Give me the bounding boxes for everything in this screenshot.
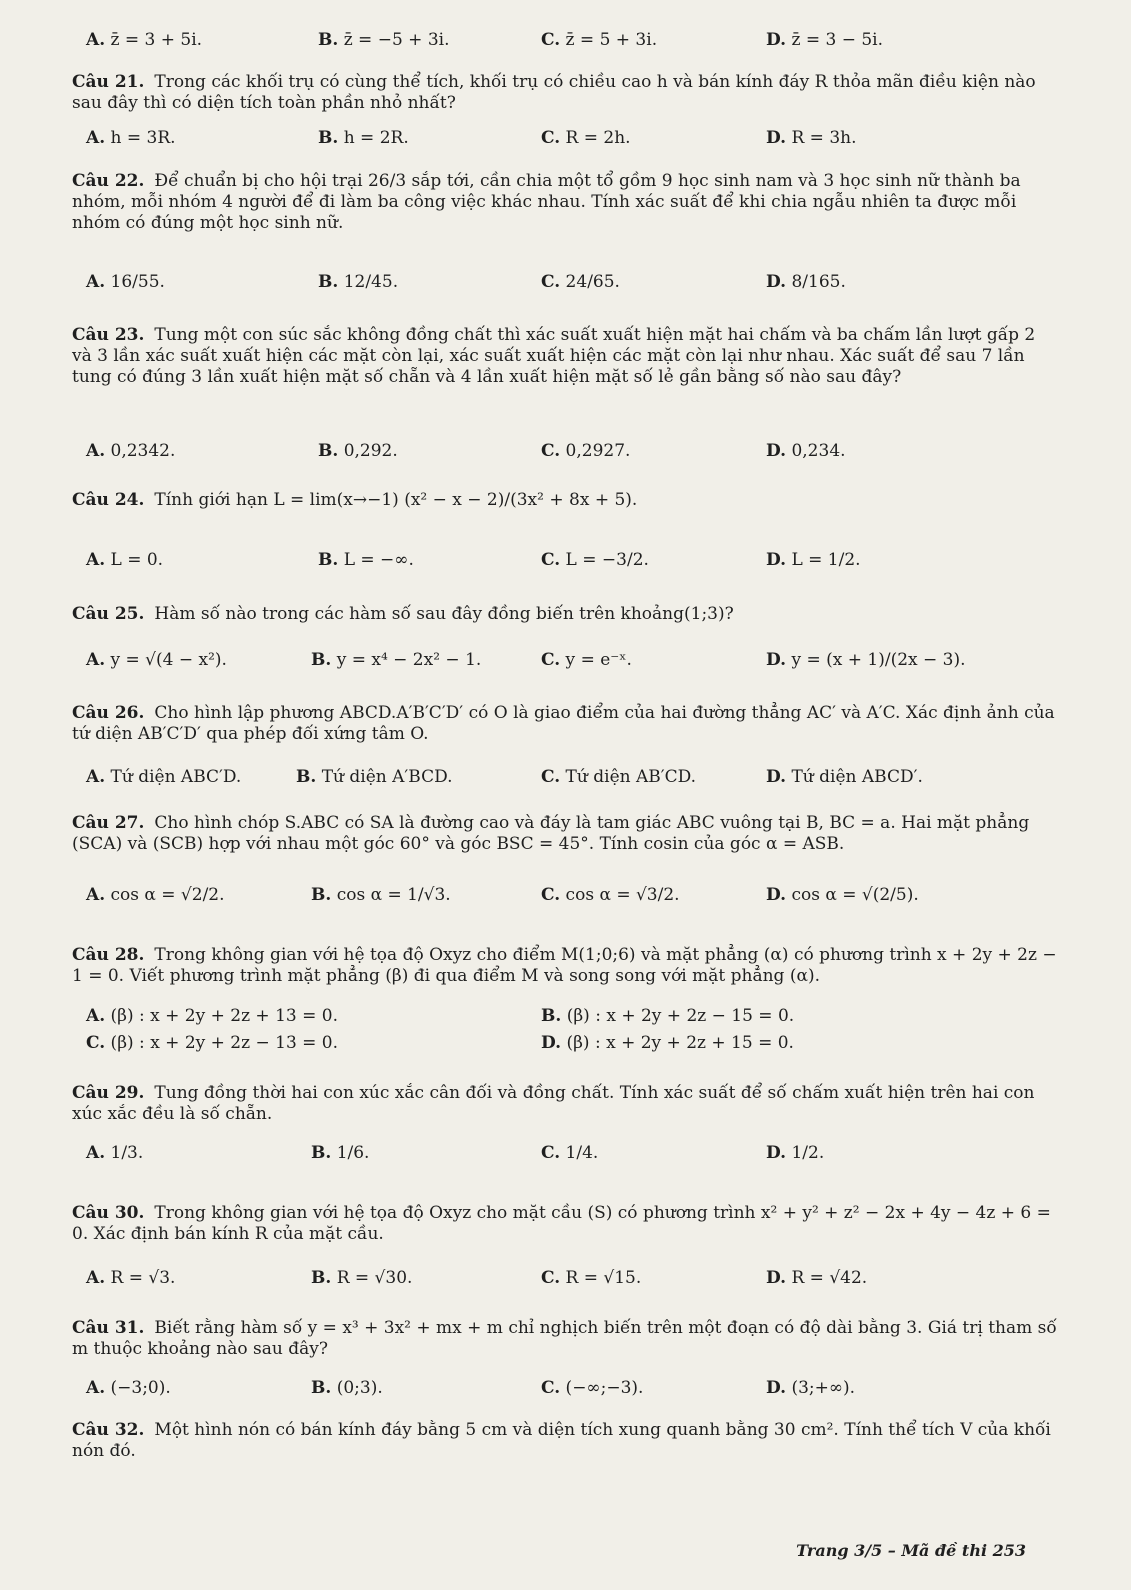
q25-option-d: D. y = (x + 1)/(2x − 3). — [766, 650, 966, 670]
q21-text: Trong các khối trụ có cùng thể tích, khối trụ có chiều cao h và bán kính đáy R thỏa mãn điều kiện nào sau đây thì có diện tích toàn phần nhỏ nhất? — [72, 72, 1036, 113]
q22-number: Câu 22. — [72, 171, 145, 191]
q31-option-c: C. (−∞;−3). — [541, 1378, 644, 1398]
q24-option-a: A. L = 0. — [86, 550, 164, 570]
q25-options — [86, 650, 1046, 674]
q28-option-a: A. (β) : x + 2y + 2z + 13 = 0. — [86, 1006, 338, 1026]
q26-text: Cho hình lập phương ABCD.A′B′C′D′ có O là giao điểm của hai đường thẳng AC′ và A′C. Xác định ảnh của tứ diện AB′C′D′ qua phép đối xứng tâm O. — [72, 703, 1055, 744]
q30-option-c: C. R = √15. — [541, 1268, 642, 1288]
q25-option-a: A. y = √(4 − x²). — [86, 650, 227, 670]
question-29 — [72, 1083, 1057, 1125]
question-31 — [72, 1318, 1057, 1360]
q27-option-a: A. cos α = √2/2. — [86, 885, 225, 905]
q29-options — [86, 1143, 1046, 1167]
question-21 — [72, 72, 1057, 114]
page-footer: Trang 3/5 – Mã đề thi 253 — [796, 1541, 1026, 1560]
q22-option-a: A. 16/55. — [86, 272, 165, 292]
q24-option-b: B. L = −∞. — [318, 550, 414, 570]
q25-number: Câu 25. — [72, 604, 145, 624]
q28-number: Câu 28. — [72, 945, 145, 965]
q28-options-row1 — [86, 1006, 1046, 1030]
q24-options — [86, 550, 1046, 574]
question-23 — [72, 325, 1057, 388]
q20-option-a: A. z̄ = 3 + 5i. — [86, 30, 203, 50]
q23-option-b: B. 0,292. — [318, 441, 398, 461]
question-32 — [72, 1420, 1057, 1462]
q20-option-d: D. z̄ = 3 − 5i. — [766, 30, 883, 50]
q22-option-c: C. 24/65. — [541, 272, 620, 292]
q25-option-c: C. y = e⁻ˣ. — [541, 650, 632, 670]
question-30 — [72, 1203, 1057, 1245]
q24-number: Câu 24. — [72, 490, 145, 510]
q27-options — [86, 885, 1046, 909]
q22-option-d: D. 8/165. — [766, 272, 846, 292]
q23-option-d: D. 0,234. — [766, 441, 846, 461]
q29-option-c: C. 1/4. — [541, 1143, 599, 1163]
q25-text: Hàm số nào trong các hàm số sau đây đồng biến trên khoảng(1;3)? — [154, 604, 734, 624]
q26-option-a: A. Tứ diện ABC′D. — [86, 767, 242, 787]
q23-option-a: A. 0,2342. — [86, 441, 176, 461]
q24-option-c: C. L = −3/2. — [541, 550, 649, 570]
q24-option-d: D. L = 1/2. — [766, 550, 861, 570]
q21-option-d: D. R = 3h. — [766, 128, 857, 148]
q28-option-b: B. (β) : x + 2y + 2z − 15 = 0. — [541, 1006, 795, 1026]
q28-option-c: C. (β) : x + 2y + 2z − 13 = 0. — [86, 1033, 339, 1053]
q30-option-d: D. R = √42. — [766, 1268, 868, 1288]
q22-text: Để chuẩn bị cho hội trại 26/3 sắp tới, cần chia một tổ gồm 9 học sinh nam và 3 học sinh nữ thành ba nhóm, mỗi nhóm 4 người để đi làm ba công việc khác nhau. Tính xác suất để khi chia ngẫu nhiên ta được mỗi nhóm có đúng một học sinh nữ. — [72, 171, 1021, 233]
q27-text: Cho hình chóp S.ABC có SA là đường cao và đáy là tam giác ABC vuông tại B, BC = a. Hai mặt phẳng (SCA) và (SCB) hợp với nhau một góc 60° và góc BSC = 45°. Tính cosin của góc α = ASB. — [72, 813, 1030, 854]
q22-option-b: B. 12/45. — [318, 272, 399, 292]
q21-option-c: C. R = 2h. — [541, 128, 631, 148]
q28-text: Trong không gian với hệ tọa độ Oxyz cho điểm M(1;0;6) và mặt phẳng (α) có phương trình x + 2y + 2z − 1 = 0. Viết phương trình mặt phẳng (β) đi qua điểm M và song song với mặt phẳng (α). — [72, 945, 1057, 986]
q20-option-b: B. z̄ = −5 + 3i. — [318, 30, 450, 50]
q20-options — [86, 30, 1046, 54]
q27-option-c: C. cos α = √3/2. — [541, 885, 680, 905]
q29-option-a: A. 1/3. — [86, 1143, 144, 1163]
q26-number: Câu 26. — [72, 703, 145, 723]
q23-number: Câu 23. — [72, 325, 145, 345]
q21-option-b: B. h = 2R. — [318, 128, 409, 148]
q29-text: Tung đồng thời hai con xúc xắc cân đối và đồng chất. Tính xác suất để số chấm xuất hiện trên hai con xúc xắc đều là số chẵn. — [72, 1083, 1035, 1124]
q23-option-c: C. 0,2927. — [541, 441, 631, 461]
q31-option-b: B. (0;3). — [311, 1378, 383, 1398]
q30-option-a: A. R = √3. — [86, 1268, 176, 1288]
q26-option-c: C. Tứ diện AB′CD. — [541, 767, 697, 787]
q24-text: Tính giới hạn L = lim(x→−1) (x² − x − 2)/(3x² + 8x + 5). — [154, 490, 638, 510]
q26-options — [86, 767, 1046, 791]
q21-number: Câu 21. — [72, 72, 145, 92]
q32-text: Một hình nón có bán kính đáy bằng 5 cm và diện tích xung quanh bằng 30 cm². Tính thể tích V của khối nón đó. — [72, 1420, 1051, 1461]
q30-number: Câu 30. — [72, 1203, 145, 1223]
q31-number: Câu 31. — [72, 1318, 145, 1338]
q29-option-b: B. 1/6. — [311, 1143, 370, 1163]
q29-option-d: D. 1/2. — [766, 1143, 825, 1163]
question-24 — [72, 490, 1057, 511]
q21-options — [86, 128, 1046, 152]
q31-option-a: A. (−3;0). — [86, 1378, 171, 1398]
q26-option-b: B. Tứ diện A′BCD. — [296, 767, 453, 787]
q27-option-d: D. cos α = √(2/5). — [766, 885, 919, 905]
q26-option-d: D. Tứ diện ABCD′. — [766, 767, 923, 787]
question-28 — [72, 945, 1057, 987]
q30-option-b: B. R = √30. — [311, 1268, 413, 1288]
q25-option-b: B. y = x⁴ − 2x² − 1. — [311, 650, 482, 670]
q28-option-d: D. (β) : x + 2y + 2z + 15 = 0. — [541, 1033, 794, 1053]
q28-options-row2 — [86, 1033, 1046, 1057]
q27-option-b: B. cos α = 1/√3. — [311, 885, 451, 905]
q20-option-c: C. z̄ = 5 + 3i. — [541, 30, 658, 50]
q27-number: Câu 27. — [72, 813, 145, 833]
q23-options — [86, 441, 1046, 465]
question-27 — [72, 813, 1057, 855]
q23-text: Tung một con súc sắc không đồng chất thì xác suất xuất hiện mặt hai chấm và ba chấm lần lượt gấp 2 và 3 lần xác suất xuất hiện các mặt còn lại, xác suất xuất hiện các mặt còn lại như nhau. Xác suất để sau 7 lần tung có đúng 3 lần xuất hiện mặt số chẵn và 4 lần xuất hiện mặt số lẻ gần bằng số nào sau đây? — [72, 325, 1036, 387]
q31-text: Biết rằng hàm số y = x³ + 3x² + mx + m chỉ nghịch biến trên một đoạn có độ dài bằng 3. Giá trị tham số m thuộc khoảng nào sau đây? — [72, 1318, 1057, 1359]
q31-option-d: D. (3;+∞). — [766, 1378, 856, 1398]
q31-options — [86, 1378, 1046, 1402]
question-22 — [72, 171, 1057, 234]
question-25 — [72, 604, 1057, 625]
q32-number: Câu 32. — [72, 1420, 145, 1440]
q22-options — [86, 272, 1046, 296]
q30-text: Trong không gian với hệ tọa độ Oxyz cho mặt cầu (S) có phương trình x² + y² + z² − 2x + 4y − 4z + 6 = 0. Xác định bán kính R của mặt cầu. — [72, 1203, 1051, 1244]
question-26 — [72, 703, 1057, 745]
q21-option-a: A. h = 3R. — [86, 128, 176, 148]
q29-number: Câu 29. — [72, 1083, 145, 1103]
q30-options — [86, 1268, 1046, 1292]
